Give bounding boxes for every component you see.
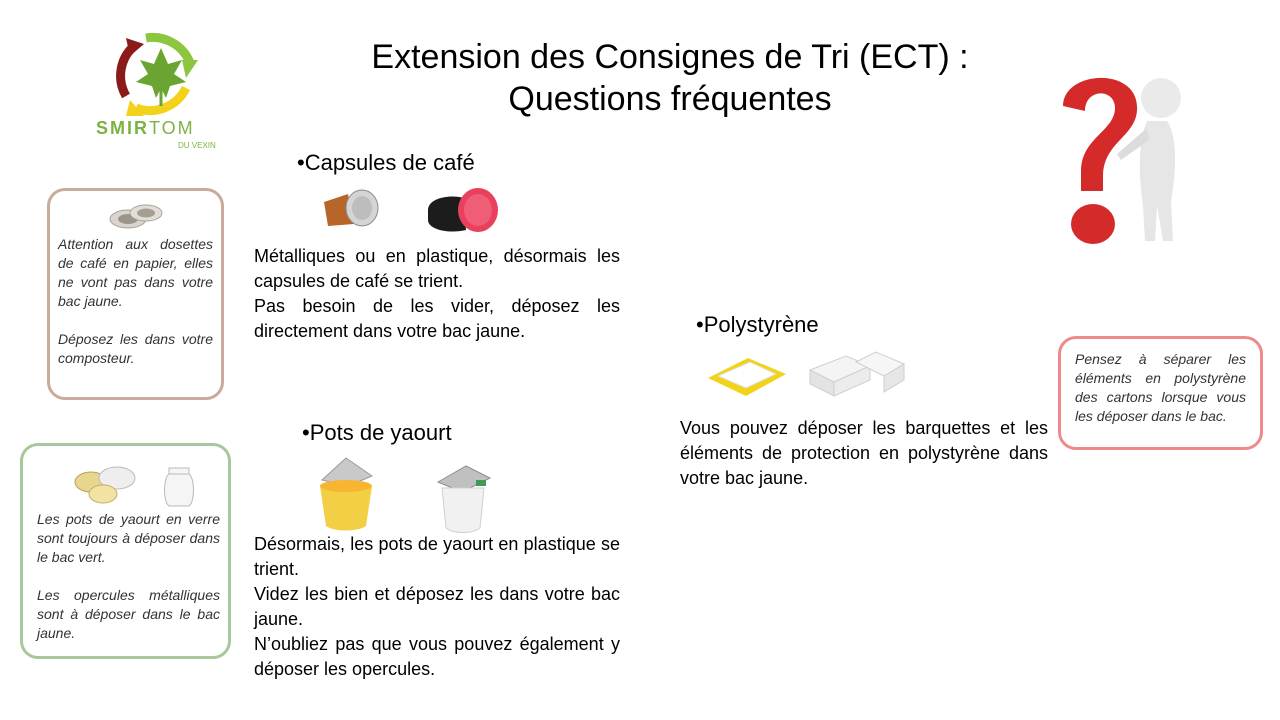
logo-subtitle: DU VEXIN [178, 141, 216, 150]
coffee-capsule-metal-icon [318, 184, 382, 237]
note-dosettes-text-1: Attention aux dosettes de café en papier, elles ne vont pas dans votre bac jaune. [58, 236, 213, 309]
polystyrene-tray-icon [704, 350, 790, 405]
note-dosettes-text-2: Déposez les dans votre composteur. [58, 331, 213, 366]
logo-name: SMIRTOM [96, 118, 195, 138]
text-yaourt [254, 532, 620, 682]
leaf-recycle-icon [86, 26, 236, 126]
note-dosettes [47, 188, 224, 400]
note-cartons [1058, 336, 1263, 450]
text-yaourt-1: Désormais, les pots de yaourt en plastique se trient. [254, 534, 620, 579]
text-capsules [254, 244, 620, 344]
note-verre-text-2: Les opercules métalliques sont à déposer dans le bac jaune. [37, 587, 220, 641]
text-polystyrene [680, 416, 1048, 491]
note-verre [20, 443, 231, 659]
text-yaourt-3: N’oubliez pas que vous pouvez également y déposer les opercules. [254, 634, 620, 679]
glass-jar-icon [159, 464, 199, 508]
metal-lids-icon [71, 464, 141, 510]
question-mark-figure [1055, 66, 1195, 256]
question-mark-icon [1055, 66, 1195, 256]
title-line-2: Questions fréquentes [508, 80, 832, 118]
yogurt-pot-white-icon [432, 462, 496, 539]
heading-polystyrene: • Polystyrène [696, 312, 819, 338]
smirtom-logo [86, 26, 236, 156]
coffee-capsule-plastic-icon [420, 180, 506, 245]
note-verre-text-1: Les pots de yaourt en verre sont toujours à déposer dans le bac vert. [37, 511, 220, 565]
title-line-1: Extension des Consignes de Tri (ECT) : [371, 38, 969, 76]
heading-capsules: • Capsules de café [297, 150, 475, 176]
note-cartons-text: Pensez à séparer les éléments en polystyrène des cartons lorsque vous les déposer dans le bac. [1075, 351, 1246, 424]
heading-yaourt: • Pots de yaourt [302, 420, 452, 446]
text-yaourt-2: Videz les bien et déposez les dans votre bac jaune. [254, 584, 620, 629]
text-capsules-1: Métalliques ou en plastique, désormais les capsules de café se trient. [254, 246, 620, 291]
paper-coffee-pods-icon [58, 199, 213, 235]
page-title [300, 36, 1040, 120]
yogurt-pot-yellow-icon [314, 456, 378, 537]
text-capsules-2: Pas besoin de les vider, déposez les directement dans votre bac jaune. [254, 296, 620, 341]
text-polystyrene-1: Vous pouvez déposer les barquettes et les éléments de protection en polystyrène dans votre bac jaune. [680, 418, 1048, 488]
polystyrene-packaging-icon [806, 346, 910, 407]
